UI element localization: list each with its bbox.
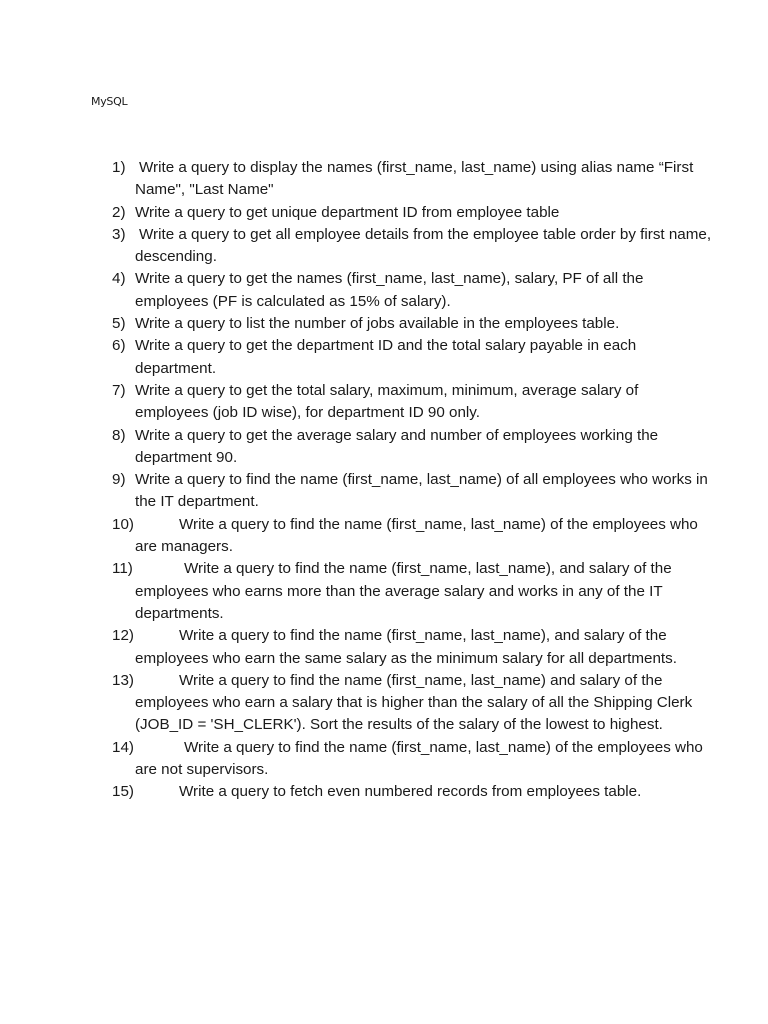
question-number: 12) — [112, 627, 134, 645]
question-text: Write a query to get the names (first_name, last_name), salary, PF of all the employees (PF is calculated as 15% of salary). — [135, 270, 644, 310]
question-number: 2) — [112, 203, 126, 221]
question-text: Write a query to find the name (first_name, last_name), and salary of the employees who earns more than the average salary and works in any of the IT departments. — [135, 560, 672, 622]
question-number: 5) — [112, 315, 126, 333]
question-text: Write a query to get unique department ID from employee table — [135, 203, 560, 221]
list-item — [112, 781, 712, 803]
question-text: Write a query to fetch even numbered records from employees table. — [179, 783, 642, 801]
list-item — [112, 737, 712, 782]
question-text: Write a query to get all employee details from the employee table order by first name, descending. — [135, 225, 712, 266]
question-number: 7) — [112, 381, 126, 399]
question-number: 9) — [112, 471, 126, 489]
list-item — [112, 224, 712, 269]
list-item — [112, 425, 712, 470]
question-text: Write a query to display the names (first_name, last_name) using alias name “First Name", "Last Name" — [135, 159, 694, 199]
list-item — [112, 380, 712, 425]
question-text: Write a query to list the number of jobs available in the employees table. — [135, 315, 620, 333]
question-number: 3) — [112, 225, 126, 243]
question-number: 8) — [112, 426, 126, 444]
question-number: 11) — [112, 560, 133, 578]
question-text: Write a query to find the name (first_name, last_name) of all employees who works in the IT department. — [135, 471, 708, 511]
question-text: Write a query to find the name (first_name, last_name) and salary of the employees who earn a salary that is higher than the salary of all the Shipping Clerk (JOB_ID = 'SH_CLERK'). Sort the results of the salary of the lowest to highest. — [135, 671, 693, 734]
list-item — [112, 469, 712, 514]
question-number: 4) — [112, 270, 126, 288]
question-text: Write a query to get the average salary and number of employees working the department 90. — [135, 426, 659, 466]
document-title: MySQL — [91, 95, 128, 108]
list-item — [112, 202, 712, 224]
question-number: 6) — [112, 337, 126, 355]
list-item — [112, 514, 712, 559]
question-number: 14) — [112, 738, 134, 756]
list-item — [112, 335, 712, 380]
list-item — [112, 157, 712, 202]
question-number: 1) — [112, 159, 126, 176]
question-text: Write a query to get the department ID and the total salary payable in each department. — [135, 337, 637, 377]
list-item — [112, 625, 712, 670]
question-text: Write a query to find the name (first_name, last_name) of the employees who are not supervisors. — [135, 738, 703, 779]
list-item — [112, 268, 712, 313]
question-text: Write a query to find the name (first_name, last_name), and salary of the employees who earn the same salary as the minimum salary for all departments. — [135, 627, 677, 667]
question-text: Write a query to find the name (first_name, last_name) of the employees who are managers. — [135, 515, 698, 556]
question-number: 10) — [112, 515, 134, 533]
list-item — [112, 670, 712, 737]
question-number: 13) — [112, 671, 134, 689]
question-text: Write a query to get the total salary, maximum, minimum, average salary of employees (job ID wise), for department ID 90 only. — [135, 381, 639, 422]
list-item — [112, 313, 712, 335]
question-number: 15) — [112, 783, 134, 801]
list-item — [112, 558, 712, 625]
question-list — [112, 157, 712, 804]
